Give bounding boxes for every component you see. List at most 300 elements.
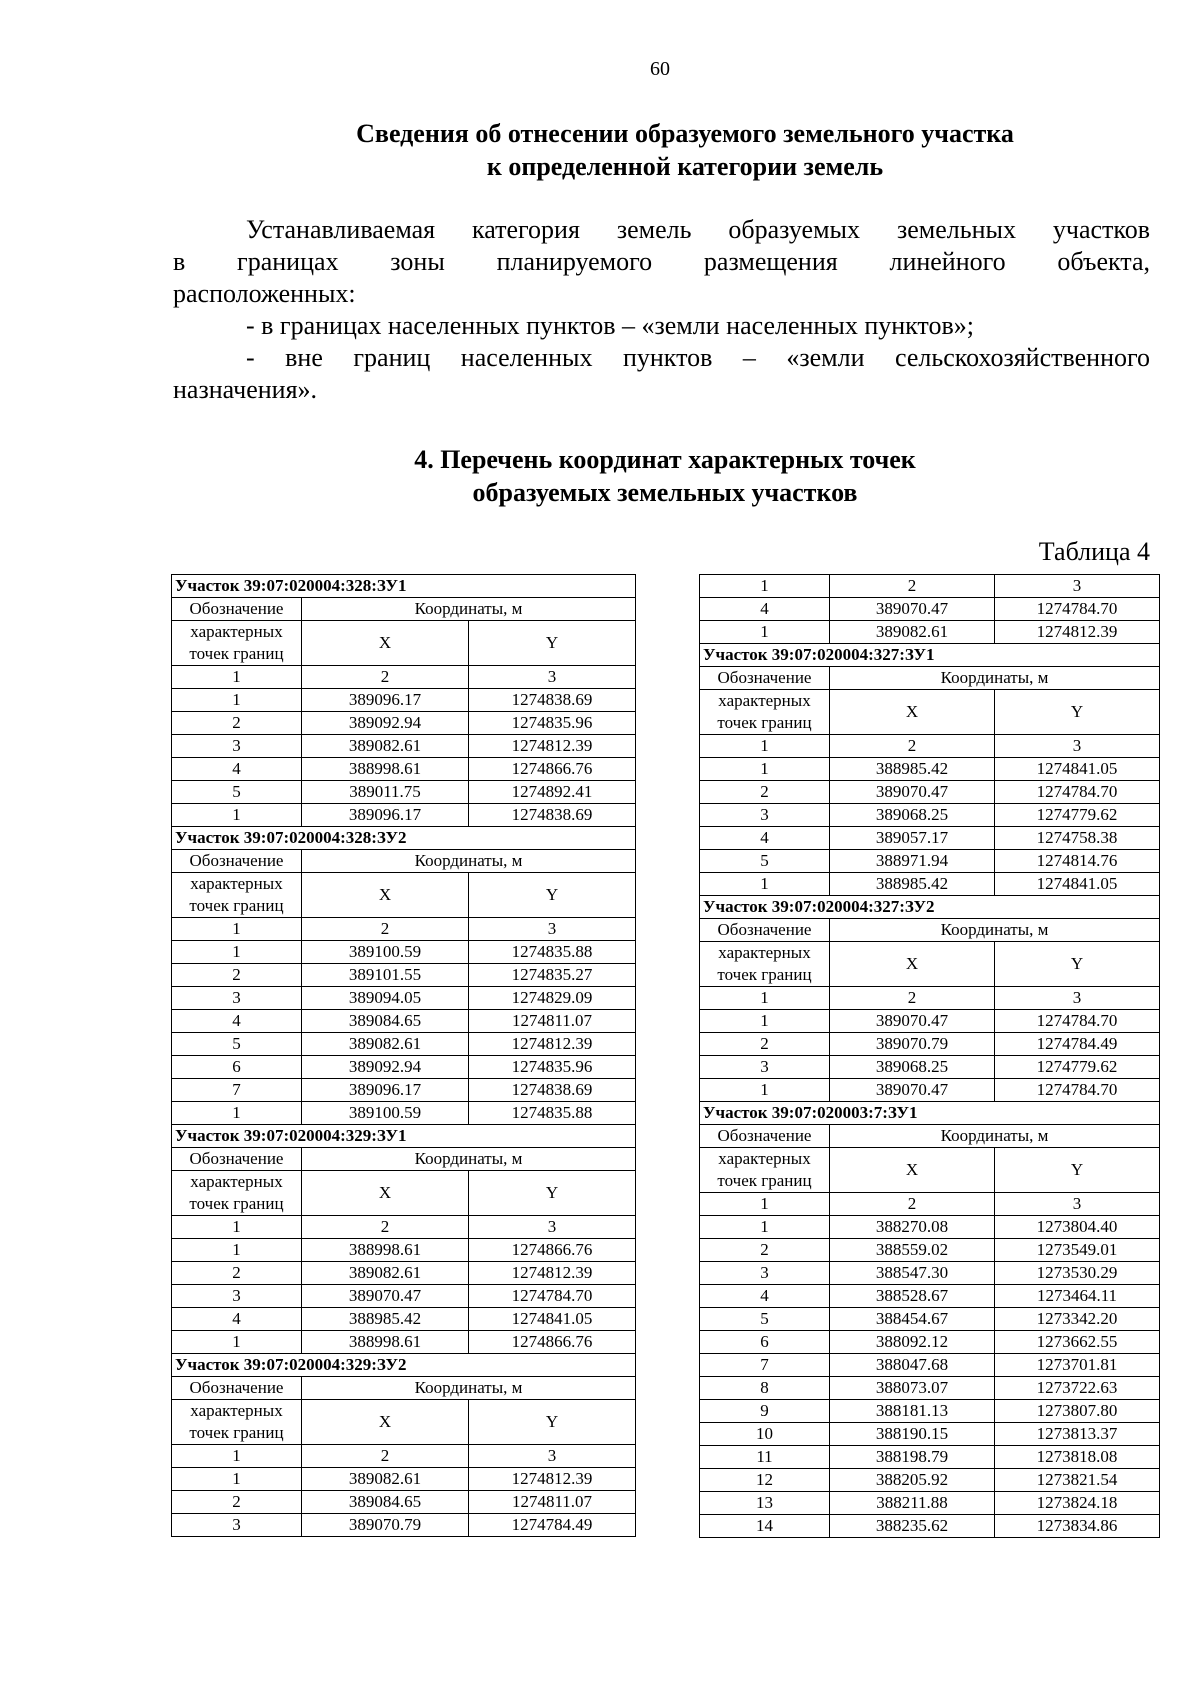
- coordinates-header: Координаты, м: [302, 1148, 636, 1171]
- column-number: 1: [700, 735, 830, 758]
- x-value: 389100.59: [302, 941, 469, 964]
- x-value: 388205.92: [830, 1469, 995, 1492]
- designation-line: характерных: [718, 943, 811, 962]
- point-number: 3: [172, 1514, 302, 1537]
- coordinates-table-right: [699, 574, 1160, 1538]
- point-number: 5: [700, 1308, 830, 1331]
- y-value: 1273807.80: [995, 1400, 1160, 1423]
- column-number: 3: [995, 1193, 1160, 1216]
- bullet-item-continuation: назначения».: [173, 375, 318, 404]
- table-row: [172, 1308, 636, 1331]
- column-number-row: [172, 918, 636, 941]
- designation-line: характерных: [190, 622, 283, 641]
- designation-header: Обозначение: [700, 1125, 830, 1148]
- point-number: 2: [700, 781, 830, 804]
- designation-line: характерных: [190, 1172, 283, 1191]
- header-row: [172, 1377, 636, 1400]
- point-number: 1: [700, 758, 830, 781]
- table-caption: Таблица 4: [1038, 537, 1150, 566]
- x-value: 389082.61: [302, 735, 469, 758]
- y-value: 1274812.39: [469, 1262, 636, 1285]
- point-number: 4: [172, 1010, 302, 1033]
- designation-header: Обозначение: [172, 850, 302, 873]
- y-value: 1274812.39: [995, 621, 1160, 644]
- x-value: 388198.79: [830, 1446, 995, 1469]
- designation-line: точек границ: [189, 1194, 284, 1213]
- bullet-item: - в границах населенных пунктов – «земли населенных пунктов»;: [246, 311, 974, 340]
- table-row: [700, 781, 1160, 804]
- y-value: 1274784.49: [995, 1033, 1160, 1056]
- x-value: 388528.67: [830, 1285, 995, 1308]
- point-number: 4: [172, 758, 302, 781]
- y-value: 1274892.41: [469, 781, 636, 804]
- header-row: [700, 942, 1160, 987]
- table-row: [700, 1308, 1160, 1331]
- x-value: 389070.47: [830, 598, 995, 621]
- point-number: 2: [700, 1033, 830, 1056]
- table-row: [172, 987, 636, 1010]
- section-heading-coordinates: [170, 443, 1160, 509]
- table-row: [172, 941, 636, 964]
- table-row: [700, 1079, 1160, 1102]
- heading-line: Сведения об отнесении образуемого земельного участка: [356, 119, 1014, 148]
- header-row: [700, 1125, 1160, 1148]
- designation-header-continued: [172, 873, 302, 918]
- table-row: [700, 1377, 1160, 1400]
- point-number: 4: [700, 827, 830, 850]
- column-number: 2: [830, 987, 995, 1010]
- table-row: [700, 1285, 1160, 1308]
- coordinates-header: Координаты, м: [302, 598, 636, 621]
- column-number: 1: [172, 666, 302, 689]
- x-value: 389070.79: [302, 1514, 469, 1537]
- point-number: 1: [172, 1102, 302, 1125]
- column-number: 3: [469, 1216, 636, 1239]
- y-header: Y: [995, 942, 1160, 987]
- point-number: 6: [172, 1056, 302, 1079]
- plot-title-row: [700, 1102, 1160, 1125]
- point-number: 14: [700, 1515, 830, 1538]
- point-number: 2: [172, 712, 302, 735]
- x-value: 389057.17: [830, 827, 995, 850]
- plot-title: Участок 39:07:020003:7:ЗУ1: [700, 1102, 1160, 1125]
- land-category-paragraph: [173, 214, 1150, 406]
- point-number: 4: [700, 598, 830, 621]
- table-row: [700, 850, 1160, 873]
- designation-line: точек границ: [189, 896, 284, 915]
- point-number: 7: [700, 1354, 830, 1377]
- designation-header-continued: [700, 942, 830, 987]
- column-number: 1: [172, 1216, 302, 1239]
- x-value: 389068.25: [830, 804, 995, 827]
- x-value: 388998.61: [302, 1239, 469, 1262]
- x-value: 389082.61: [830, 621, 995, 644]
- table-row: [172, 1262, 636, 1285]
- point-number: 2: [172, 964, 302, 987]
- y-value: 1274814.76: [995, 850, 1160, 873]
- page-number: 60: [650, 58, 670, 80]
- point-number: 5: [172, 781, 302, 804]
- x-value: 389092.94: [302, 1056, 469, 1079]
- x-header: X: [830, 690, 995, 735]
- table-row: [700, 1492, 1160, 1515]
- table-row: [700, 1400, 1160, 1423]
- table-row: [172, 1056, 636, 1079]
- x-value: 388454.67: [830, 1308, 995, 1331]
- plot-title: Участок 39:07:020004:328:ЗУ2: [172, 827, 636, 850]
- point-number: 2: [700, 1239, 830, 1262]
- point-number: 3: [172, 735, 302, 758]
- y-value: 1273549.01: [995, 1239, 1160, 1262]
- plot-title: Участок 39:07:020004:328:ЗУ1: [172, 575, 636, 598]
- table-row: [700, 1033, 1160, 1056]
- point-number: 1: [172, 1331, 302, 1354]
- point-number: 4: [172, 1308, 302, 1331]
- table-row: [172, 689, 636, 712]
- point-number: 3: [700, 804, 830, 827]
- designation-line: характерных: [190, 874, 283, 893]
- y-value: 1274835.96: [469, 1056, 636, 1079]
- table-row: [172, 712, 636, 735]
- y-value: 1274835.96: [469, 712, 636, 735]
- table-row: [172, 1239, 636, 1262]
- y-value: 1274866.76: [469, 758, 636, 781]
- x-value: 388998.61: [302, 758, 469, 781]
- y-value: 1274835.27: [469, 964, 636, 987]
- point-number: 3: [700, 1262, 830, 1285]
- column-number: 3: [469, 666, 636, 689]
- y-value: 1273818.08: [995, 1446, 1160, 1469]
- column-number-row: [700, 735, 1160, 758]
- y-value: 1274811.07: [469, 1010, 636, 1033]
- y-value: 1274811.07: [469, 1491, 636, 1514]
- plot-title-row: [700, 644, 1160, 667]
- point-number: 3: [172, 1285, 302, 1308]
- table-row: [172, 1285, 636, 1308]
- x-value: 388270.08: [830, 1216, 995, 1239]
- header-row: [172, 873, 636, 918]
- table-row: [172, 1079, 636, 1102]
- table-row: [700, 758, 1160, 781]
- y-value: 1273662.55: [995, 1331, 1160, 1354]
- point-number: 2: [172, 1491, 302, 1514]
- y-value: 1273804.40: [995, 1216, 1160, 1239]
- point-number: 5: [172, 1033, 302, 1056]
- plot-title-row: [172, 575, 636, 598]
- column-number-row: [700, 1193, 1160, 1216]
- y-value: 1274784.70: [995, 1079, 1160, 1102]
- x-value: 389070.79: [830, 1033, 995, 1056]
- designation-line: характерных: [718, 691, 811, 710]
- y-value: 1273824.18: [995, 1492, 1160, 1515]
- y-value: 1273722.63: [995, 1377, 1160, 1400]
- column-number: 2: [830, 735, 995, 758]
- point-number: 1: [700, 873, 830, 896]
- point-number: 12: [700, 1469, 830, 1492]
- column-number: 2: [830, 575, 995, 598]
- x-value: 389011.75: [302, 781, 469, 804]
- table-row: [172, 1102, 636, 1125]
- y-header: Y: [469, 1400, 636, 1445]
- column-number: 2: [302, 1216, 469, 1239]
- designation-line: точек границ: [717, 713, 812, 732]
- point-number: 13: [700, 1492, 830, 1515]
- table-row: [172, 1514, 636, 1537]
- designation-line: точек границ: [189, 1423, 284, 1442]
- x-value: 388998.61: [302, 1331, 469, 1354]
- table-row: [700, 621, 1160, 644]
- y-value: 1274779.62: [995, 804, 1160, 827]
- y-header: Y: [995, 690, 1160, 735]
- heading-line: к определенной категории земель: [486, 152, 884, 181]
- y-header: Y: [469, 1171, 636, 1216]
- point-number: 6: [700, 1331, 830, 1354]
- x-value: 389096.17: [302, 804, 469, 827]
- designation-header: Обозначение: [172, 1377, 302, 1400]
- table-row: [700, 1239, 1160, 1262]
- x-value: 388092.12: [830, 1331, 995, 1354]
- column-number: 1: [700, 1193, 830, 1216]
- point-number: 3: [172, 987, 302, 1010]
- y-value: 1274866.76: [469, 1239, 636, 1262]
- x-value: 389070.47: [830, 781, 995, 804]
- x-value: 388985.42: [302, 1308, 469, 1331]
- point-number: 1: [172, 689, 302, 712]
- y-value: 1274841.05: [469, 1308, 636, 1331]
- x-value: 388559.02: [830, 1239, 995, 1262]
- x-header: X: [830, 1148, 995, 1193]
- header-row: [700, 690, 1160, 735]
- y-value: 1274812.39: [469, 735, 636, 758]
- x-header: X: [302, 1171, 469, 1216]
- x-value: 389094.05: [302, 987, 469, 1010]
- table-row: [172, 781, 636, 804]
- point-number: 2: [172, 1262, 302, 1285]
- column-number: 2: [302, 918, 469, 941]
- table-row: [700, 1469, 1160, 1492]
- x-value: 388971.94: [830, 850, 995, 873]
- table-row: [700, 1515, 1160, 1538]
- table-row: [700, 1331, 1160, 1354]
- y-value: 1274841.05: [995, 758, 1160, 781]
- table-row: [172, 758, 636, 781]
- y-header: Y: [469, 621, 636, 666]
- column-number-row: [700, 987, 1160, 1010]
- table-row: [172, 1010, 636, 1033]
- point-number: 8: [700, 1377, 830, 1400]
- plot-title-row: [172, 1354, 636, 1377]
- y-value: 1274812.39: [469, 1033, 636, 1056]
- x-value: 389084.65: [302, 1010, 469, 1033]
- designation-header: Обозначение: [172, 598, 302, 621]
- point-number: 1: [172, 1239, 302, 1262]
- table-row: [172, 735, 636, 758]
- column-number: 3: [469, 1445, 636, 1468]
- column-number: 2: [302, 666, 469, 689]
- header-row: [172, 1148, 636, 1171]
- x-value: 388181.13: [830, 1400, 995, 1423]
- point-number: 1: [700, 1079, 830, 1102]
- point-number: 1: [700, 621, 830, 644]
- y-value: 1274838.69: [469, 804, 636, 827]
- plot-title: Участок 39:07:020004:327:ЗУ2: [700, 896, 1160, 919]
- x-value: 389082.61: [302, 1033, 469, 1056]
- designation-header-continued: [172, 621, 302, 666]
- table-row: [700, 804, 1160, 827]
- x-value: 389070.47: [830, 1010, 995, 1033]
- table-row: [700, 827, 1160, 850]
- plot-title: Участок 39:07:020004:329:ЗУ2: [172, 1354, 636, 1377]
- plot-title: Участок 39:07:020004:329:ЗУ1: [172, 1125, 636, 1148]
- table-row: [172, 1033, 636, 1056]
- y-value: 1273821.54: [995, 1469, 1160, 1492]
- x-value: 389070.47: [830, 1079, 995, 1102]
- paragraph-line: расположенных:: [173, 279, 356, 308]
- x-value: 389082.61: [302, 1262, 469, 1285]
- x-value: 389082.61: [302, 1468, 469, 1491]
- y-value: 1274835.88: [469, 941, 636, 964]
- y-value: 1274866.76: [469, 1331, 636, 1354]
- coordinates-header: Координаты, м: [302, 1377, 636, 1400]
- section-heading-land-category: [190, 117, 1180, 183]
- point-number: 1: [700, 1216, 830, 1239]
- designation-header-continued: [700, 690, 830, 735]
- x-header: X: [302, 873, 469, 918]
- column-number: 3: [469, 918, 636, 941]
- y-value: 1274784.49: [469, 1514, 636, 1537]
- column-number: 3: [995, 735, 1160, 758]
- point-number: 1: [172, 804, 302, 827]
- x-value: 388547.30: [830, 1262, 995, 1285]
- designation-line: характерных: [718, 1149, 811, 1168]
- table-row: [172, 964, 636, 987]
- designation-line: точек границ: [189, 644, 284, 663]
- plot-title-row: [172, 1125, 636, 1148]
- point-number: 3: [700, 1056, 830, 1079]
- designation-line: точек границ: [717, 965, 812, 984]
- column-number: 2: [302, 1445, 469, 1468]
- point-number: 4: [700, 1285, 830, 1308]
- header-row: [172, 598, 636, 621]
- x-value: 389096.17: [302, 689, 469, 712]
- point-number: 7: [172, 1079, 302, 1102]
- table-row: [700, 1423, 1160, 1446]
- x-value: 389096.17: [302, 1079, 469, 1102]
- y-value: 1273834.86: [995, 1515, 1160, 1538]
- designation-header: Обозначение: [700, 667, 830, 690]
- paragraph-line: в границах зоны планируемого размещения линейного объекта,: [173, 247, 1150, 276]
- designation-header: Обозначение: [172, 1148, 302, 1171]
- coordinates-header: Координаты, м: [302, 850, 636, 873]
- header-row: [172, 1171, 636, 1216]
- table-row: [172, 1468, 636, 1491]
- bullet-item: - вне границ населенных пунктов – «земли сельскохозяйственного: [246, 343, 1150, 372]
- column-number: 1: [172, 918, 302, 941]
- point-number: 9: [700, 1400, 830, 1423]
- designation-header-continued: [172, 1171, 302, 1216]
- x-value: 388073.07: [830, 1377, 995, 1400]
- point-number: 5: [700, 850, 830, 873]
- designation-header-continued: [172, 1400, 302, 1445]
- y-value: 1274812.39: [469, 1468, 636, 1491]
- x-value: 389100.59: [302, 1102, 469, 1125]
- x-header: X: [302, 1400, 469, 1445]
- column-number-row: [172, 1445, 636, 1468]
- column-number-row: [172, 1216, 636, 1239]
- column-number: 1: [700, 575, 830, 598]
- header-row: [700, 667, 1160, 690]
- x-value: 388190.15: [830, 1423, 995, 1446]
- x-value: 389101.55: [302, 964, 469, 987]
- y-value: 1274784.70: [469, 1285, 636, 1308]
- y-value: 1274784.70: [995, 781, 1160, 804]
- column-number: 1: [700, 987, 830, 1010]
- coordinates-header: Координаты, м: [830, 667, 1160, 690]
- table-row: [700, 598, 1160, 621]
- header-row: [172, 621, 636, 666]
- x-value: 388047.68: [830, 1354, 995, 1377]
- plot-title-row: [172, 827, 636, 850]
- column-number: 1: [172, 1445, 302, 1468]
- coordinates-table-left: [171, 574, 636, 1537]
- y-value: 1274784.70: [995, 598, 1160, 621]
- y-value: 1273701.81: [995, 1354, 1160, 1377]
- x-value: 389068.25: [830, 1056, 995, 1079]
- table-row: [700, 1056, 1160, 1079]
- x-value: 389084.65: [302, 1491, 469, 1514]
- table-row: [700, 1262, 1160, 1285]
- heading-line: 4. Перечень координат характерных точек: [414, 445, 916, 474]
- table-row: [172, 1331, 636, 1354]
- column-number: 2: [830, 1193, 995, 1216]
- coordinates-header: Координаты, м: [830, 919, 1160, 942]
- x-value: 388235.62: [830, 1515, 995, 1538]
- y-value: 1274779.62: [995, 1056, 1160, 1079]
- point-number: 1: [172, 941, 302, 964]
- column-number-row: [172, 666, 636, 689]
- y-value: 1274829.09: [469, 987, 636, 1010]
- designation-line: характерных: [190, 1401, 283, 1420]
- y-header: Y: [469, 873, 636, 918]
- plot-title: Участок 39:07:020004:327:ЗУ1: [700, 644, 1160, 667]
- y-value: 1274835.88: [469, 1102, 636, 1125]
- y-value: 1273813.37: [995, 1423, 1160, 1446]
- column-number: 3: [995, 987, 1160, 1010]
- x-value: 388211.88: [830, 1492, 995, 1515]
- column-number-row: [700, 575, 1160, 598]
- column-number: 3: [995, 575, 1160, 598]
- table-row: [700, 1010, 1160, 1033]
- y-value: 1273530.29: [995, 1262, 1160, 1285]
- point-number: 10: [700, 1423, 830, 1446]
- y-value: 1273464.11: [995, 1285, 1160, 1308]
- paragraph-line: Устанавливаемая категория земель образуемых земельных участков: [246, 215, 1150, 244]
- header-row: [700, 1148, 1160, 1193]
- y-value: 1274784.70: [995, 1010, 1160, 1033]
- coordinates-header: Координаты, м: [830, 1125, 1160, 1148]
- plot-title-row: [700, 896, 1160, 919]
- header-row: [700, 919, 1160, 942]
- header-row: [172, 1400, 636, 1445]
- x-header: X: [830, 942, 995, 987]
- table-row: [700, 873, 1160, 896]
- x-value: 389070.47: [302, 1285, 469, 1308]
- table-row: [700, 1216, 1160, 1239]
- heading-line: образуемых земельных участков: [472, 478, 858, 507]
- y-value: 1274838.69: [469, 689, 636, 712]
- designation-header: Обозначение: [700, 919, 830, 942]
- table-row: [700, 1354, 1160, 1377]
